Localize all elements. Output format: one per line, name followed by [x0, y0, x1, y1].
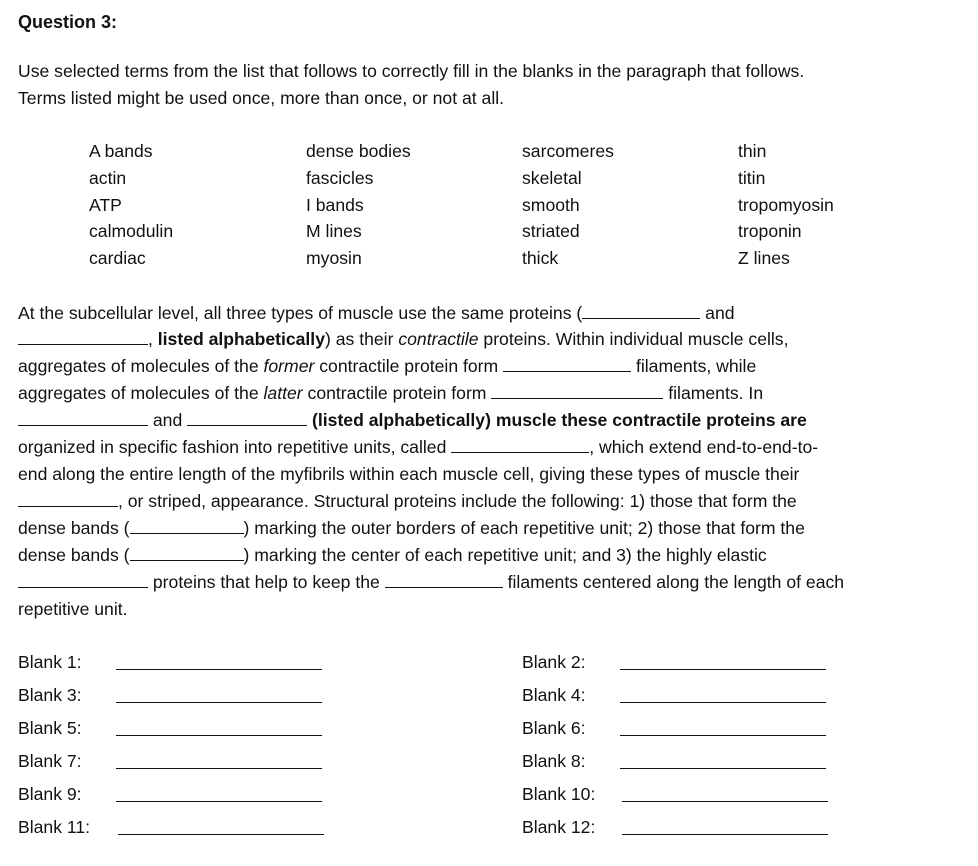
paragraph-line-10 — [18, 542, 767, 568]
term: sarcomeres — [522, 141, 614, 161]
term: M lines — [306, 221, 362, 242]
text: dense bands ( — [18, 545, 130, 565]
blank-6-field[interactable] — [620, 734, 826, 736]
terms-column-4 — [738, 138, 834, 272]
text: filaments centered along the length of each — [507, 572, 845, 592]
text: proteins. Within individual muscle cells, — [483, 329, 789, 349]
term: cardiac — [89, 248, 146, 269]
inline-blank-7 — [451, 436, 589, 453]
text: end along the entire length of the myfibrils within each muscle cell, giving these types of muscle their — [18, 464, 800, 484]
inline-blank-11 — [18, 571, 148, 588]
blank-8-label: Blank 8: — [522, 751, 586, 771]
blank-1-field[interactable] — [116, 668, 322, 670]
blank-12-field[interactable] — [622, 833, 828, 835]
paragraph-line-5 — [18, 407, 807, 433]
term: dense bodies — [306, 141, 411, 161]
text: organized in specific fashion into repetitive units, called — [18, 437, 447, 457]
blank-8-field[interactable] — [620, 767, 826, 769]
text-bold: listed alphabetically — [317, 410, 486, 430]
inline-blank-3 — [503, 355, 631, 372]
inline-blank-10 — [130, 544, 244, 561]
text: filaments, while — [635, 356, 757, 376]
text: , — [148, 329, 153, 349]
inline-blank-2 — [18, 328, 148, 345]
instructions — [18, 58, 804, 112]
text: dense bands ( — [18, 518, 130, 538]
paragraph-line-11 — [18, 569, 844, 595]
blank-3-field[interactable] — [116, 701, 322, 703]
blank-2-field[interactable] — [620, 668, 826, 670]
blank-10-field[interactable] — [622, 800, 828, 802]
paragraph-line-1 — [18, 300, 735, 326]
paragraph-line-2 — [18, 326, 789, 352]
text: contractile protein form — [307, 383, 487, 403]
term: troponin — [738, 221, 802, 242]
inline-blank-8 — [18, 490, 118, 507]
inline-blank-12 — [385, 571, 503, 588]
paragraph-line-6 — [18, 434, 818, 460]
term: A bands — [89, 141, 153, 161]
term: fascicles — [306, 167, 374, 188]
inline-blank-6 — [187, 409, 307, 426]
blank-7-field[interactable] — [116, 767, 322, 769]
text-bold: listed alphabetically — [157, 329, 325, 349]
term: smooth — [522, 194, 580, 215]
text: repetitive unit. — [18, 599, 128, 619]
blank-2-label: Blank 2: — [522, 652, 586, 672]
inline-blank-5 — [18, 409, 148, 426]
text-bold: ) muscle these contractile proteins are — [485, 410, 807, 430]
text: aggregates of molecules of the — [18, 356, 259, 376]
blank-11-label: Blank 11: — [18, 817, 91, 837]
text: and — [705, 303, 735, 323]
text-italic: contractile — [398, 329, 479, 349]
blank-9-label: Blank 9: — [18, 784, 82, 804]
text: filaments. In — [668, 383, 764, 403]
text: aggregates of molecules of the — [18, 383, 259, 403]
text: ) as their — [324, 329, 394, 349]
term: titin — [738, 167, 766, 188]
text-italic: former — [263, 356, 315, 376]
term: tropomyosin — [738, 194, 834, 215]
blank-5-label: Blank 5: — [18, 718, 82, 738]
term: Z lines — [738, 248, 790, 269]
inline-blank-9 — [130, 517, 244, 534]
text: At the subcellular level, all three types of muscle use the same proteins ( — [18, 303, 583, 323]
text: and — [152, 410, 183, 430]
inline-blank-4 — [491, 382, 663, 399]
blank-5-field[interactable] — [116, 734, 322, 736]
instruction-line-1: Use selected terms from the list that follows to correctly fill in the blanks in the paragraph that follows. — [18, 61, 805, 81]
paragraph-line-9 — [18, 515, 805, 541]
term: I bands — [306, 194, 364, 215]
blank-7-label: Blank 7: — [18, 751, 82, 771]
terms-column-3 — [522, 138, 614, 272]
inline-blank-1 — [582, 302, 700, 319]
question-title: Question 3: — [18, 12, 118, 32]
text: ) marking the outer borders of each repetitive unit; 2) those that form the — [243, 518, 805, 538]
paragraph-line-4 — [18, 380, 763, 406]
blank-9-field[interactable] — [116, 800, 322, 802]
blank-3-label: Blank 3: — [18, 685, 82, 705]
term: thick — [522, 248, 559, 269]
term: striated — [522, 221, 580, 242]
paragraph-line-12 — [18, 596, 128, 622]
term: ATP — [89, 194, 122, 215]
term: actin — [89, 167, 127, 188]
text-italic: latter — [263, 383, 303, 403]
terms-column-2 — [306, 138, 411, 272]
blank-1-label: Blank 1: — [18, 652, 82, 672]
blank-12-label: Blank 12: — [522, 817, 596, 837]
instruction-line-2: Terms listed might be used once, more than once, or not at all. — [18, 88, 505, 108]
blank-10-label: Blank 10: — [522, 784, 596, 804]
blank-4-label: Blank 4: — [522, 685, 586, 705]
paragraph-line-8 — [18, 488, 797, 514]
blank-11-field[interactable] — [118, 833, 324, 835]
term: thin — [738, 141, 767, 161]
terms-column-1 — [89, 138, 173, 272]
text: contractile protein form — [319, 356, 499, 376]
text: , which extend end-to-end-to- — [589, 437, 819, 457]
term: myosin — [306, 248, 362, 269]
text-bold: ( — [312, 410, 318, 430]
text: , or striped, appearance. Structural proteins include the following: 1) those that form the — [118, 491, 797, 511]
term: skeletal — [522, 167, 582, 188]
blank-6-label: Blank 6: — [522, 718, 586, 738]
text: ) marking the center of each repetitive unit; and 3) the highly elastic — [243, 545, 767, 565]
blank-4-field[interactable] — [620, 701, 826, 703]
text: proteins that help to keep the — [152, 572, 380, 592]
paragraph-line-3 — [18, 353, 756, 379]
paragraph-line-7 — [18, 461, 799, 487]
term: calmodulin — [89, 221, 174, 242]
